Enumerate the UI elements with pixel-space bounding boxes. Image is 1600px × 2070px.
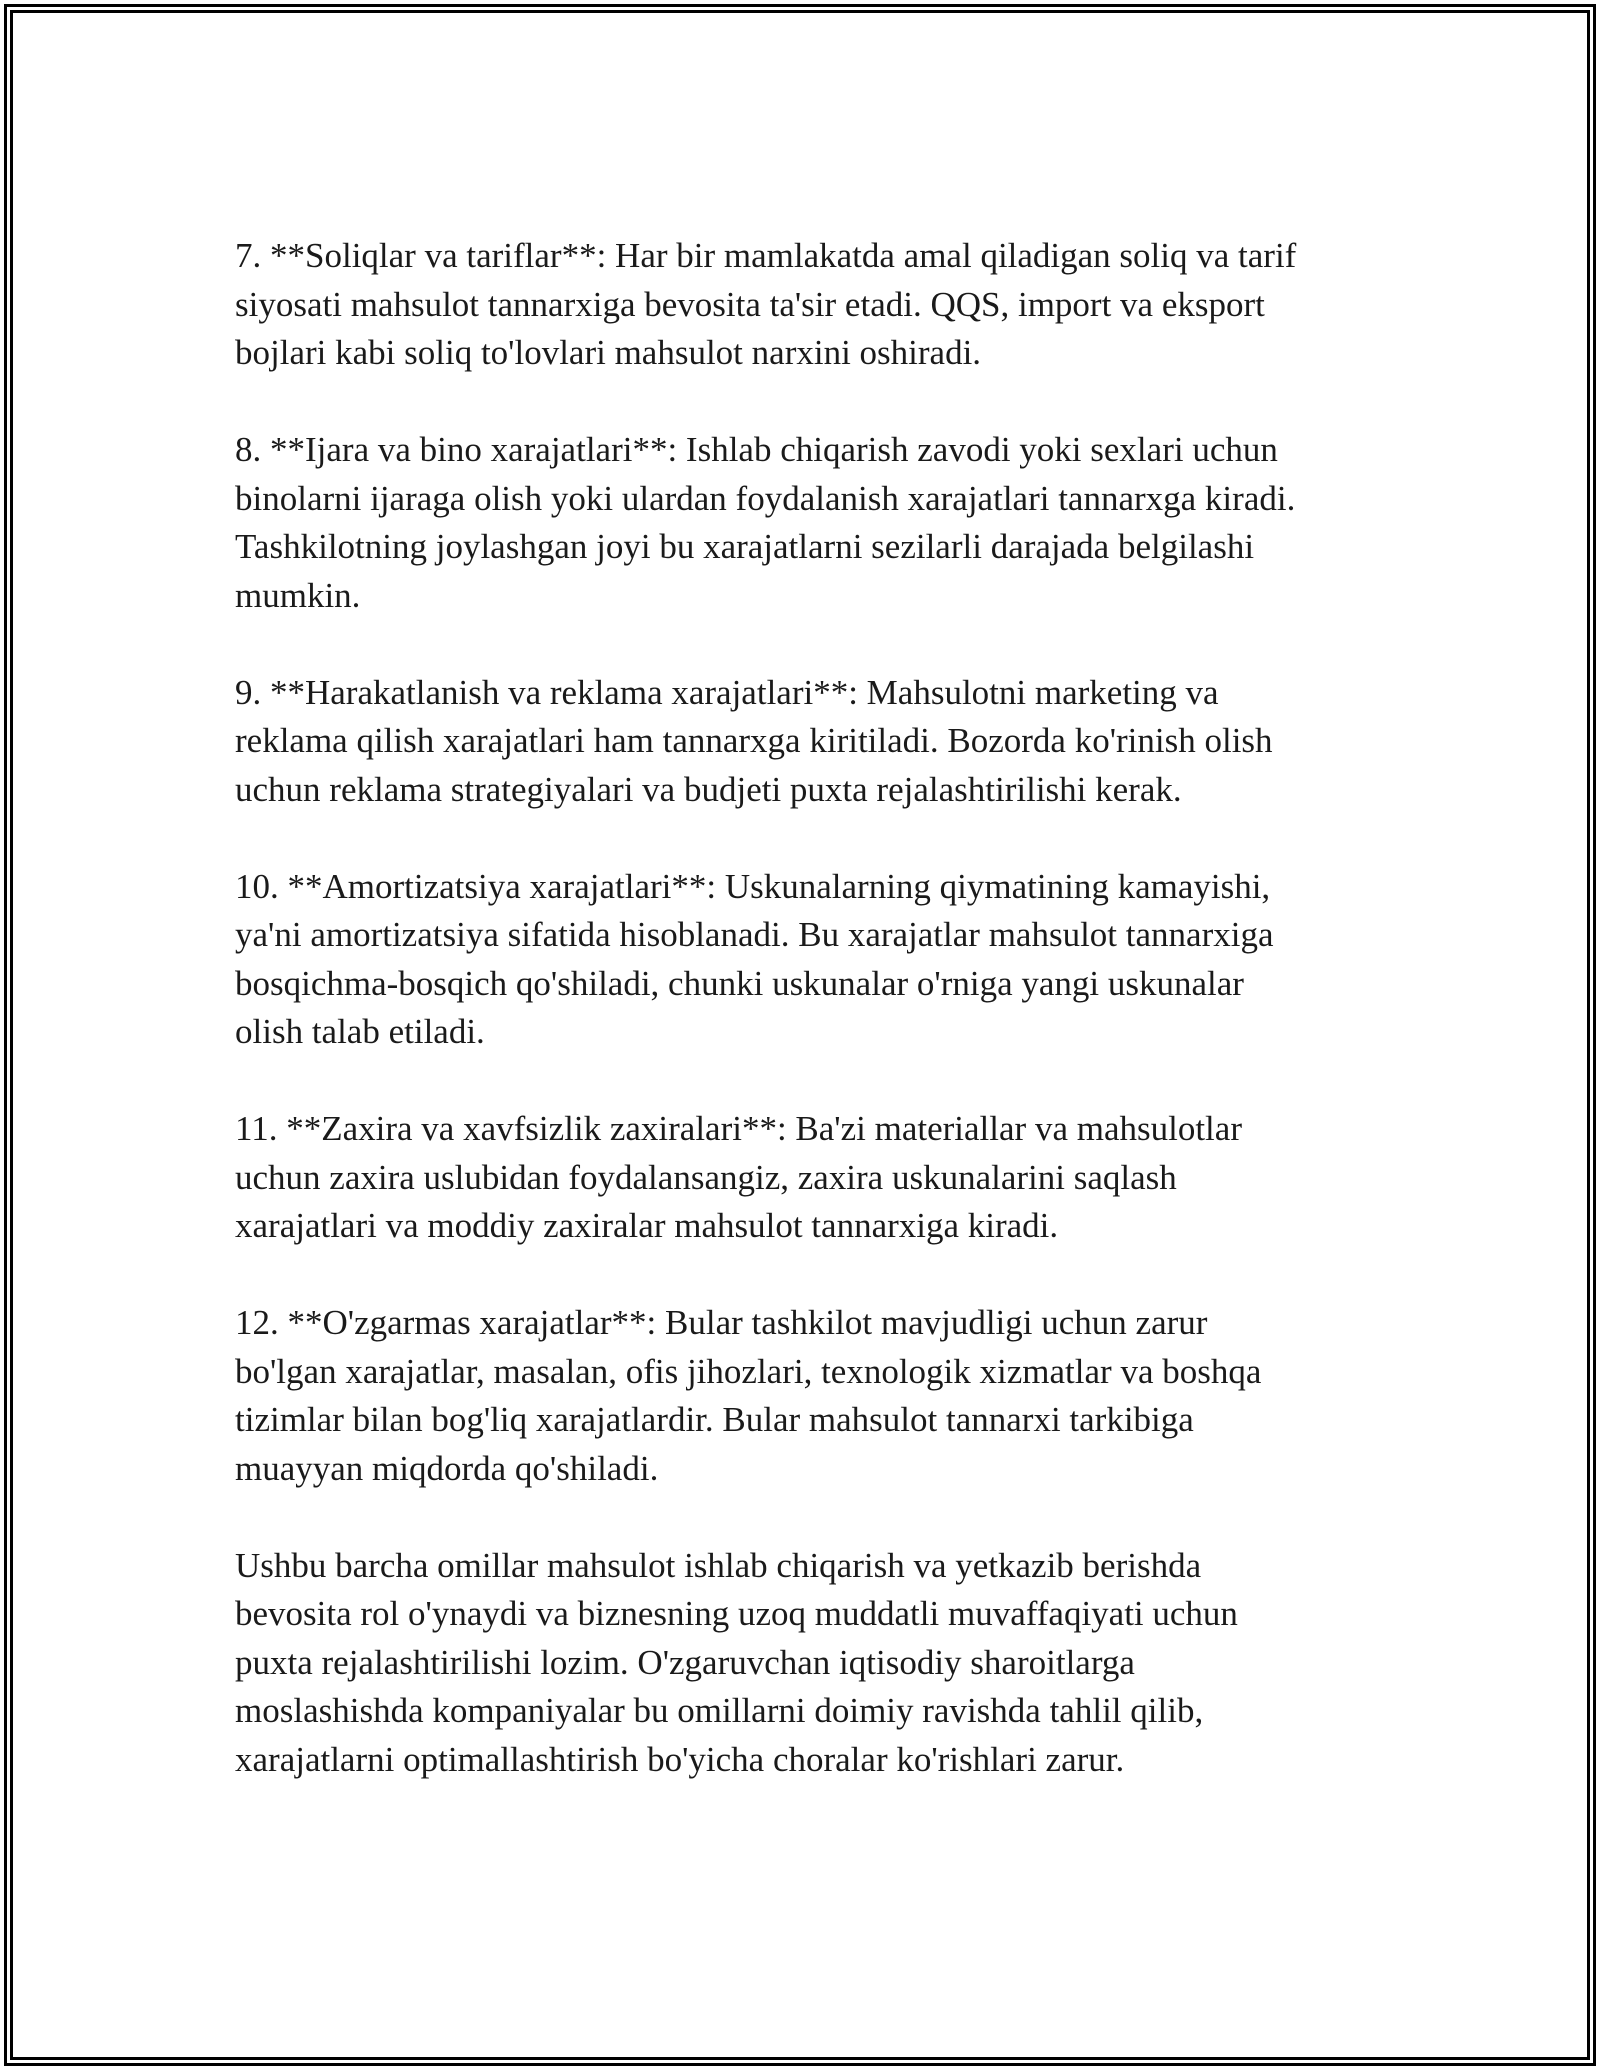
- paragraph-fixed-costs: 12. **O'zgarmas xarajatlar**: Bular tashkilot mavjudligi uchun zarur bo'lgan xarajatlar, masalan, ofis jihozlari, texnologik xizmatlar va boshqa tizimlar bilan bog'liq xarajatlardir. Bular mahsulot tannarxi tarkibiga muayyan miqdorda qo'shiladi.: [235, 1303, 1262, 1488]
- document-body: [235, 232, 1375, 1833]
- paragraph-reserve-safety-stock: 11. **Zaxira va xavfsizlik zaxiralari**: Ba'zi materiallar va mahsulotlar uchun zaxira uslubidan foydalansangiz, zaxira uskunalarini saqlash xarajatlari va moddiy zaxiralar mahsulot tannarxiga kiradi.: [235, 1109, 1242, 1245]
- paragraph-depreciation-costs: 10. **Amortizatsiya xarajatlari**: Uskunalarning qiymatining kamayishi, ya'ni amortizatsiya sifatida hisoblanadi. Bu xarajatlar mahsulot tannarxiga bosqichma-bosqich qo'shiladi, chunki uskunalar o'rniga yangi uskunalar olish talab etiladi.: [235, 866, 1274, 1051]
- paragraph-rent-building-costs: 8. **Ijara va bino xarajatlari**: Ishlab chiqarish zavodi yoki sexlari uchun binolarni ijaraga olish yoki ulardan foydalanish xarajatlari tannarxga kiradi. Tashkilotning joylashgan joyi bu xarajatlarni sezilarli darajada belgilashi mumkin.: [235, 430, 1296, 615]
- paragraph-marketing-advertising-costs: 9. **Harakatlanish va reklama xarajatlari**: Mahsulotni marketing va reklama qilish xarajatlari ham tannarxga kiritiladi. Bozorda ko'rinish olish uchun reklama strategiyalari va budjeti puxta rejalashtirilishi kerak.: [235, 672, 1273, 809]
- paragraph-conclusion: Ushbu barcha omillar mahsulot ishlab chiqarish va yetkazib berishda bevosita rol o'ynaydi va biznesning uzoq muddatli muvaffaqiyati uchun puxta rejalashtirilishi lozim. O'zgaruvchan iqtisodiy sharoitlarga moslashishda kompaniyalar bu omillarni doimiy ravishda tahlil qilib, xarajatlarni optimallashtirish bo'yicha choralar ko'rishlari zarur.: [235, 1545, 1238, 1779]
- paragraph-taxes-tariffs: 7. **Soliqlar va tariflar**: Har bir mamlakatda amal qiladigan soliq va tarif siyosati mahsulot tannarxiga bevosita ta'sir etadi. QQS, import va eksport bojlari kabi soliq to'lovlari mahsulot narxini oshiradi.: [235, 236, 1297, 372]
